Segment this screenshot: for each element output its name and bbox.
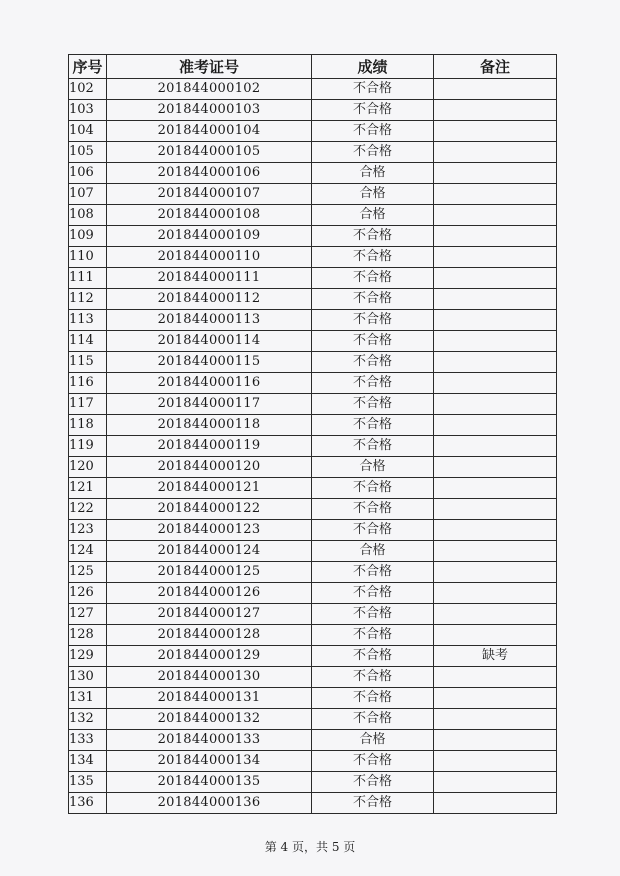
table-row xyxy=(69,730,557,751)
cell-exam-id: 201844000136 xyxy=(107,793,312,814)
table-row xyxy=(69,478,557,499)
cell-exam-id: 201844000111 xyxy=(107,268,312,289)
cell-note xyxy=(434,415,557,436)
page-footer: 第 4 页，共 5 页 xyxy=(264,840,356,854)
cell-seq: 127 xyxy=(69,604,107,625)
table-row xyxy=(69,667,557,688)
cell-seq: 116 xyxy=(69,373,107,394)
cell-exam-id: 201844000133 xyxy=(107,730,312,751)
cell-seq: 107 xyxy=(69,184,107,205)
cell-exam-id: 201844000134 xyxy=(107,751,312,772)
cell-score: 合格 xyxy=(312,163,434,184)
table-row xyxy=(69,457,557,478)
cell-seq: 123 xyxy=(69,520,107,541)
table-header xyxy=(69,55,557,79)
cell-score: 不合格 xyxy=(312,520,434,541)
table-row xyxy=(69,352,557,373)
cell-seq: 104 xyxy=(69,121,107,142)
cell-note xyxy=(434,751,557,772)
cell-score: 不合格 xyxy=(312,247,434,268)
cell-seq: 108 xyxy=(69,205,107,226)
table-row xyxy=(69,541,557,562)
cell-seq: 135 xyxy=(69,772,107,793)
cell-note xyxy=(434,184,557,205)
table-row xyxy=(69,772,557,793)
cell-note xyxy=(434,268,557,289)
cell-note xyxy=(434,793,557,814)
cell-score: 合格 xyxy=(312,541,434,562)
table-row xyxy=(69,79,557,100)
table-body xyxy=(69,79,557,814)
cell-score: 不合格 xyxy=(312,415,434,436)
table-row xyxy=(69,268,557,289)
cell-seq: 132 xyxy=(69,709,107,730)
cell-seq: 119 xyxy=(69,436,107,457)
cell-note xyxy=(434,226,557,247)
cell-seq: 134 xyxy=(69,751,107,772)
cell-note xyxy=(434,79,557,100)
cell-note xyxy=(434,247,557,268)
cell-exam-id: 201844000130 xyxy=(107,667,312,688)
cell-exam-id: 201844000125 xyxy=(107,562,312,583)
table-row xyxy=(69,205,557,226)
cell-score: 不合格 xyxy=(312,394,434,415)
table-row xyxy=(69,226,557,247)
table-row xyxy=(69,793,557,814)
cell-seq: 130 xyxy=(69,667,107,688)
cell-note xyxy=(434,730,557,751)
cell-note xyxy=(434,688,557,709)
cell-exam-id: 201844000115 xyxy=(107,352,312,373)
cell-seq: 109 xyxy=(69,226,107,247)
cell-exam-id: 201844000106 xyxy=(107,163,312,184)
table-row xyxy=(69,184,557,205)
header-exam-id: 准考证号 xyxy=(107,55,312,79)
cell-seq: 121 xyxy=(69,478,107,499)
table-row xyxy=(69,604,557,625)
table-row xyxy=(69,583,557,604)
cell-seq: 136 xyxy=(69,793,107,814)
cell-note xyxy=(434,457,557,478)
table-row xyxy=(69,100,557,121)
cell-note xyxy=(434,394,557,415)
cell-score: 不合格 xyxy=(312,793,434,814)
cell-note xyxy=(434,772,557,793)
table-row xyxy=(69,709,557,730)
cell-exam-id: 201844000112 xyxy=(107,289,312,310)
table-row xyxy=(69,688,557,709)
cell-seq: 128 xyxy=(69,625,107,646)
cell-exam-id: 201844000128 xyxy=(107,625,312,646)
table-row xyxy=(69,646,557,667)
cell-score: 不合格 xyxy=(312,352,434,373)
cell-score: 不合格 xyxy=(312,646,434,667)
cell-score: 不合格 xyxy=(312,625,434,646)
cell-note xyxy=(434,331,557,352)
cell-exam-id: 201844000104 xyxy=(107,121,312,142)
cell-seq: 112 xyxy=(69,289,107,310)
table-row xyxy=(69,310,557,331)
cell-exam-id: 201844000120 xyxy=(107,457,312,478)
cell-note xyxy=(434,352,557,373)
cell-note: 缺考 xyxy=(434,646,557,667)
cell-score: 不合格 xyxy=(312,268,434,289)
cell-note xyxy=(434,100,557,121)
cell-exam-id: 201844000129 xyxy=(107,646,312,667)
table-row xyxy=(69,289,557,310)
cell-exam-id: 201844000116 xyxy=(107,373,312,394)
cell-exam-id: 201844000127 xyxy=(107,604,312,625)
cell-score: 不合格 xyxy=(312,499,434,520)
cell-note xyxy=(434,436,557,457)
cell-exam-id: 201844000117 xyxy=(107,394,312,415)
cell-exam-id: 201844000122 xyxy=(107,499,312,520)
cell-note xyxy=(434,625,557,646)
cell-score: 不合格 xyxy=(312,331,434,352)
header-note: 备注 xyxy=(434,55,557,79)
cell-score: 不合格 xyxy=(312,226,434,247)
cell-seq: 129 xyxy=(69,646,107,667)
cell-seq: 110 xyxy=(69,247,107,268)
cell-seq: 106 xyxy=(69,163,107,184)
cell-exam-id: 201844000131 xyxy=(107,688,312,709)
cell-note xyxy=(434,499,557,520)
cell-note xyxy=(434,604,557,625)
cell-note xyxy=(434,667,557,688)
cell-note xyxy=(434,709,557,730)
cell-note xyxy=(434,142,557,163)
cell-exam-id: 201844000109 xyxy=(107,226,312,247)
cell-exam-id: 201844000132 xyxy=(107,709,312,730)
cell-note xyxy=(434,583,557,604)
cell-exam-id: 201844000123 xyxy=(107,520,312,541)
header-seq: 序号 xyxy=(69,55,107,79)
cell-seq: 115 xyxy=(69,352,107,373)
cell-seq: 117 xyxy=(69,394,107,415)
cell-seq: 120 xyxy=(69,457,107,478)
table-row xyxy=(69,373,557,394)
cell-score: 不合格 xyxy=(312,289,434,310)
table-row xyxy=(69,142,557,163)
cell-exam-id: 201844000124 xyxy=(107,541,312,562)
cell-score: 不合格 xyxy=(312,709,434,730)
cell-score: 不合格 xyxy=(312,436,434,457)
score-table xyxy=(68,54,557,814)
cell-score: 不合格 xyxy=(312,310,434,331)
cell-seq: 105 xyxy=(69,142,107,163)
cell-score: 不合格 xyxy=(312,121,434,142)
cell-exam-id: 201844000114 xyxy=(107,331,312,352)
table-row xyxy=(69,247,557,268)
cell-score: 不合格 xyxy=(312,562,434,583)
cell-note xyxy=(434,163,557,184)
cell-score: 不合格 xyxy=(312,100,434,121)
cell-seq: 125 xyxy=(69,562,107,583)
cell-score: 不合格 xyxy=(312,667,434,688)
cell-seq: 103 xyxy=(69,100,107,121)
header-row xyxy=(69,55,557,79)
cell-exam-id: 201844000126 xyxy=(107,583,312,604)
cell-score: 不合格 xyxy=(312,604,434,625)
cell-score: 合格 xyxy=(312,730,434,751)
cell-seq: 126 xyxy=(69,583,107,604)
cell-note xyxy=(434,373,557,394)
table-row xyxy=(69,436,557,457)
cell-score: 合格 xyxy=(312,205,434,226)
cell-note xyxy=(434,121,557,142)
cell-note xyxy=(434,562,557,583)
cell-exam-id: 201844000110 xyxy=(107,247,312,268)
table-row xyxy=(69,520,557,541)
cell-seq: 122 xyxy=(69,499,107,520)
table-row xyxy=(69,499,557,520)
cell-score: 合格 xyxy=(312,184,434,205)
cell-exam-id: 201844000121 xyxy=(107,478,312,499)
cell-exam-id: 201844000102 xyxy=(107,79,312,100)
cell-exam-id: 201844000113 xyxy=(107,310,312,331)
cell-exam-id: 201844000119 xyxy=(107,436,312,457)
cell-seq: 131 xyxy=(69,688,107,709)
cell-note xyxy=(434,541,557,562)
cell-note xyxy=(434,205,557,226)
cell-seq: 111 xyxy=(69,268,107,289)
cell-exam-id: 201844000105 xyxy=(107,142,312,163)
table-row xyxy=(69,331,557,352)
table-row xyxy=(69,163,557,184)
cell-seq: 118 xyxy=(69,415,107,436)
cell-score: 不合格 xyxy=(312,751,434,772)
cell-score: 合格 xyxy=(312,457,434,478)
cell-exam-id: 201844000108 xyxy=(107,205,312,226)
cell-exam-id: 201844000103 xyxy=(107,100,312,121)
cell-seq: 113 xyxy=(69,310,107,331)
cell-exam-id: 201844000118 xyxy=(107,415,312,436)
cell-seq: 114 xyxy=(69,331,107,352)
cell-score: 不合格 xyxy=(312,478,434,499)
cell-exam-id: 201844000107 xyxy=(107,184,312,205)
table-row xyxy=(69,394,557,415)
cell-note xyxy=(434,289,557,310)
table-row xyxy=(69,121,557,142)
cell-score: 不合格 xyxy=(312,688,434,709)
cell-note xyxy=(434,520,557,541)
table-row xyxy=(69,415,557,436)
cell-score: 不合格 xyxy=(312,772,434,793)
cell-seq: 124 xyxy=(69,541,107,562)
table-row xyxy=(69,751,557,772)
cell-score: 不合格 xyxy=(312,373,434,394)
cell-note xyxy=(434,478,557,499)
cell-score: 不合格 xyxy=(312,142,434,163)
cell-seq: 102 xyxy=(69,79,107,100)
cell-seq: 133 xyxy=(69,730,107,751)
header-score: 成绩 xyxy=(312,55,434,79)
table-row xyxy=(69,562,557,583)
cell-score: 不合格 xyxy=(312,583,434,604)
cell-exam-id: 201844000135 xyxy=(107,772,312,793)
cell-note xyxy=(434,310,557,331)
cell-score: 不合格 xyxy=(312,79,434,100)
table-row xyxy=(69,625,557,646)
